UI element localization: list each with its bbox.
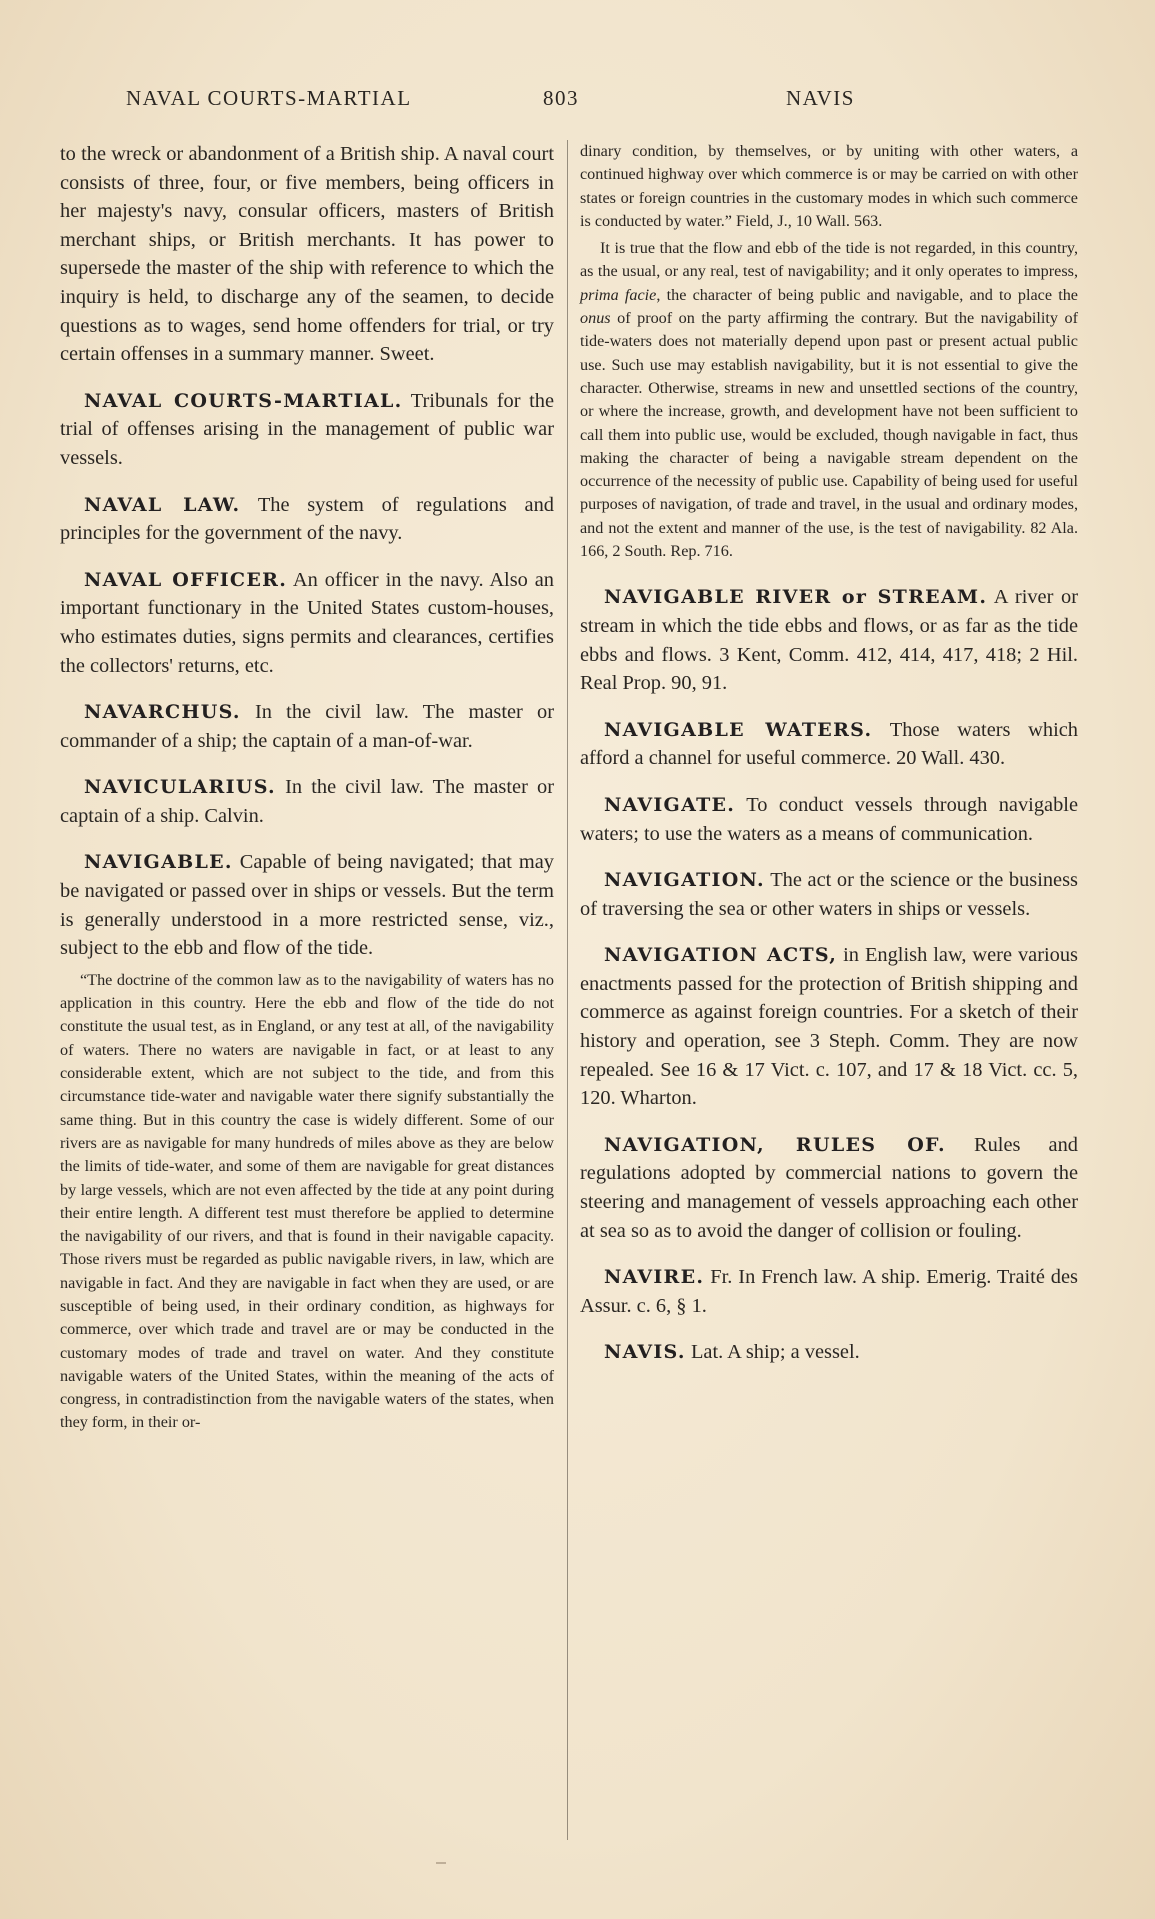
note-text-c: of proof on the party affirming the contrary. But the navigability of tide-waters does not materially depend upon past or present actual public use. Such use may establish navigability, but it is not essential to give the character. Otherwise, streams in new and unsettled sections of the country, or where the increase, growth, and development have not been sufficient to call them into public use, would be excluded, though navigable in fact, thus making the character of being a navigable stream dependent on the occurrence of the necessity of public use. Capability of being used for useful purposes of navigation, of trade and travel, in the usual and ordinary modes, and not the extent and manner of the use, is the test of navigability. 82 Ala. 166, 2 South. Rep. 716. [580, 309, 1078, 561]
right-column [580, 140, 1078, 1385]
entry-term: NAVICULARIUS. [84, 776, 276, 799]
entry-definition: To conduct vessels through navigable waters; to use the waters as a means of communication. [580, 793, 1078, 845]
entry-term: NAVIRE. [604, 1266, 705, 1289]
entry-navigation-rules [580, 1131, 1078, 1245]
entry-definition: An officer in the navy. Also an important functionary in the United States custom-houses, who estimates duties, signs permits and clearances, certifies the collectors' returns, etc. [60, 568, 554, 677]
entry-navigable [60, 848, 554, 962]
entry-definition: Tribunals for the trial of offenses arising in the management of public war vessels. [60, 389, 554, 469]
entry-definition: In the civil law. The master or captain of a ship. Calvin. [60, 776, 555, 827]
onus-italic: onus [580, 309, 611, 328]
entry-term: NAVIGABLE. [84, 851, 233, 874]
entry-definition: The act or the science or the business of traversing the sea or other waters in ships or vessels. [580, 869, 1078, 920]
quotation-block: “The doctrine of the common law as to the navigability of waters has no application in this country. Here the ebb and flow of the tide do not constitute the usual test, as in England, or any test at all, of the navigability of waters. There no waters are navigable in fact, or at least to any considerable extent, which are not subject to the tide, and from this circumstance tide-water and navigable water there signify substantially the same thing. But in this country the case is widely different. Some of our rivers are as navigable for many hundreds of miles above as they are below the limits of tide-water, and some of them are navigable for great distances by large vessels, which are not even affected by the tide at any point during their entire length. A different test must therefore be applied to determine the navigability of our rivers, and that is found in their navigable capacity. Those rivers must be regarded as public navigable rivers, in law, which are navigable in fact. And they are navigable in fact when they are used, or are susceptible of being used, in their ordinary condition, as highways for commerce, over which trade and travel are or may be conducted in the customary modes of trade and travel on water. And they constitute navigable waters of the United States, within the meaning of the acts of congress, in contradistinction from the navigable waters of the states, when they form, in their or- [60, 970, 554, 1432]
entry-definition: Fr. In French law. A ship. Emerig. Traité des Assur. c. 6, § 1. [580, 1266, 1078, 1317]
entry-term: NAVIGATION ACTS, [604, 944, 838, 967]
note-text-b: , the character of being public and navigable, and to place the [656, 285, 1078, 304]
entry-term: NAVAL LAW. [84, 493, 241, 516]
column-divider [567, 140, 568, 1840]
commentary-note [580, 237, 1078, 563]
quotation-continued: dinary condition, by themselves, or by uniting with other waters, a continued highway over which commerce is or may be carried on with other states or foreign countries in the customary modes in which such commerce is conducted by water.” Field, J., 10 Wall. 563. [580, 142, 1078, 230]
page-number: 803 [543, 86, 579, 110]
left-column [60, 140, 554, 1453]
entry-definition: Lat. A ship; a vessel. [690, 1341, 860, 1364]
entry-definition: in English law, were various enactments passed for the protection of British shipping and commerce as against foreign countries. For a sketch of their history and operation, see 3 Steph. Comm. They are now repealed. See 16 & 17 Vict. c. 107, and 17 & 18 Vict. cc. 5, 120. Wharton. [580, 944, 1078, 1110]
entry-definition: In the civil law. The master or commander of a ship; the captain of a man-of-war. [60, 701, 554, 752]
running-header [60, 86, 1095, 116]
entry-navigable-river [580, 583, 1078, 697]
entry-term: NAVIGATION. [604, 869, 765, 892]
entry-naval-law [60, 491, 554, 548]
entry-navicularius [60, 773, 554, 830]
entry-definition: A river or stream in which the tide ebbs and flows, or as far as the tide ebbs and flows. 3 Kent, Comm. 412, 414, 417, 418; 2 Hil. Real Prop. 90, 91. [580, 586, 1078, 695]
entry-term: NAVIGABLE RIVER or STREAM. [604, 586, 988, 609]
continued-paragraph: to the wreck or abandonment of a British ship. A naval court consists of three, four, or five members, being officers in her majesty's navy, consular officers, masters of British merchant ships, or British merchants. It has power to supersede the master of the ship with reference to which the inquiry is held, to discharge any of the seamen, to decide questions as to wages, send home offenders for trial, or try certain offenses in a summary manner. Sweet. [60, 143, 554, 366]
entry-navire [580, 1263, 1078, 1320]
entry-definition: Those waters which afford a channel for useful commerce. 20 Wall. 430. [580, 718, 1078, 770]
entry-navigation-acts [580, 941, 1078, 1113]
prima-facie-italic: prima facie [580, 285, 657, 304]
entry-term: NAVIS. [604, 1341, 686, 1364]
entry-term: NAVAL COURTS-MARTIAL. [84, 389, 403, 412]
entry-term: NAVARCHUS. [84, 701, 241, 724]
page-mark [436, 1862, 446, 1864]
entry-navis [580, 1338, 1078, 1367]
entry-navigable-waters [580, 716, 1078, 773]
entry-navigation [580, 866, 1078, 923]
entry-term: NAVIGATE. [604, 793, 736, 816]
header-left-term: NAVAL COURTS-MARTIAL [126, 86, 412, 110]
entry-naval-officer [60, 566, 554, 680]
entry-navarchus [60, 698, 554, 755]
entry-definition: Capable of being navigated; that may be navigated or passed over in ships or vessels. But the term is generally understood in a more restricted sense, viz., subject to the ebb and flow of the tide. [60, 851, 554, 960]
entry-navigate [580, 791, 1078, 848]
entry-naval-courts-martial [60, 387, 554, 473]
header-right-term: NAVIS [786, 86, 855, 110]
note-text-a: It is true that the flow and ebb of the tide is not regarded, in this country, as the usual, or any real, test of navigability; and it only operates to impress, [580, 239, 1078, 281]
entry-term: NAVIGABLE WATERS. [604, 718, 873, 741]
entry-term: NAVIGATION, RULES OF. [604, 1133, 946, 1156]
entry-definition: The system of regulations and principles for the government of the navy. [60, 493, 555, 545]
entry-definition: Rules and regulations adopted by commercial nations to govern the steering and management of vessels approaching each other at sea so as to avoid the danger of collision or fouling. [580, 1133, 1078, 1242]
entry-term: NAVAL OFFICER. [84, 568, 288, 591]
